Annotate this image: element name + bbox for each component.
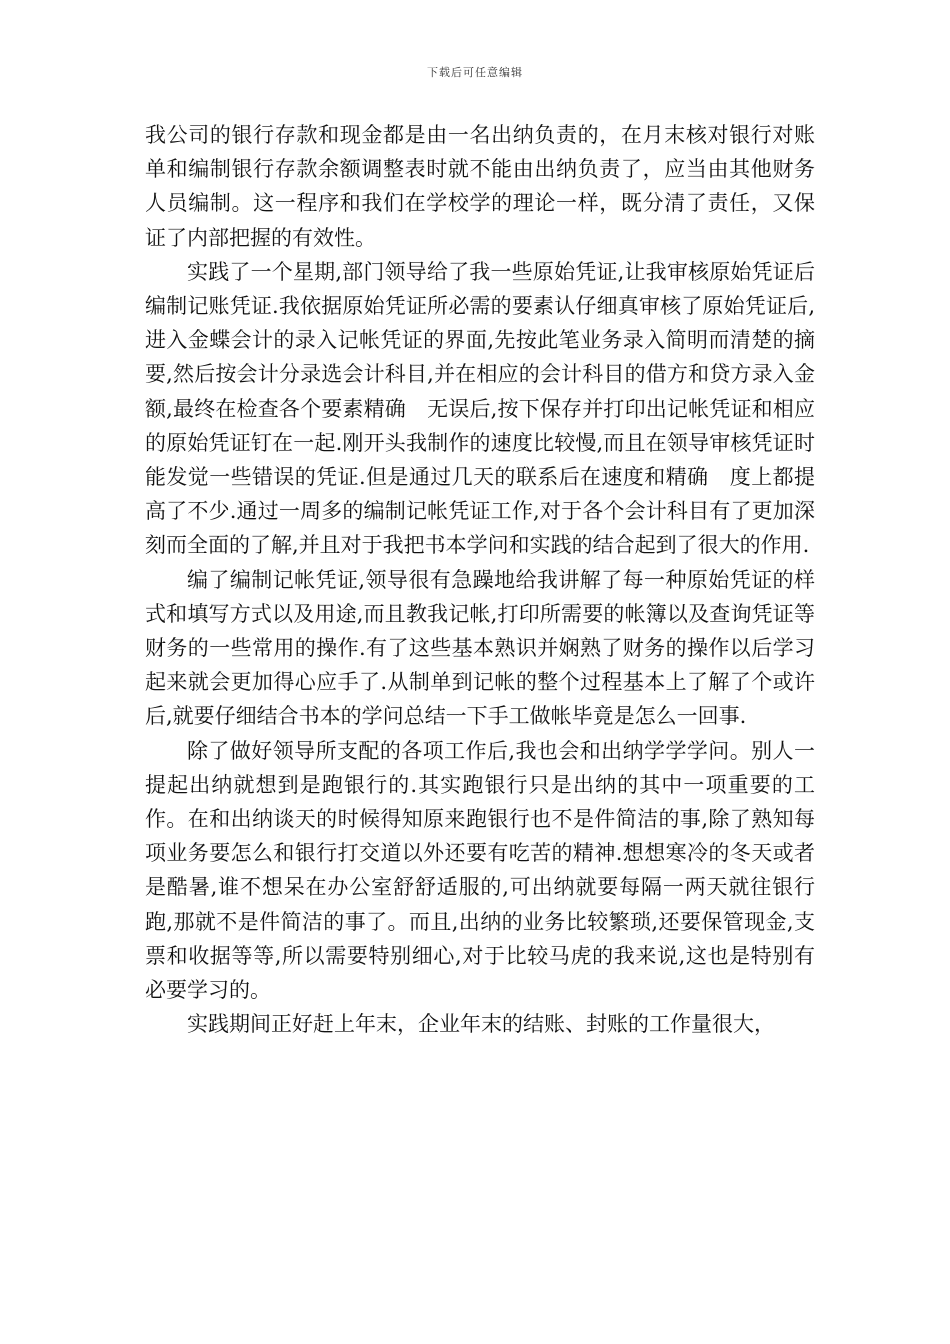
page-header: 下载后可任意编辑 [427,66,523,79]
paragraph: 实践期间正好赶上年末，企业年末的结账、封账的工作量很大， [187,1012,775,1037]
paragraph: 编了编制记帐凭证,领导很有急躁地给我讲解了每一种原始凭证的样式和填写方式以及用途,而且教我记帐,打印所需要的帐簿以及查询凭证等财务的一些常用的操作.有了这些基本熟识并娴熟了财务的操作以后学习起来就会更加得心应手了.从制单到记帐的整个过程基本上了解了个或许后,就要仔细结合书本的学问总结一下手工做帐毕竟是怎么一回事. [145,567,815,729]
paragraph: 除了做好领导所支配的各项工作后,我也会和出纳学学学问。别人一提起出纳就想到是跑银行的.其实跑银行只是出纳的其中一项重要的工作。在和出纳谈天的时候得知原来跑银行也不是件简洁的事,除了熟知每项业务要怎么和银行打交道以外还要有吃苦的精神.想想寒冷的冬天或者是酷暑,谁不想呆在办公室舒舒适服的,可出纳就要每隔一两天就往银行跑,那就不是件简洁的事了。而且,出纳的业务比较繁琐,还要保管现金,支票和收据等等,所以需要特别细心,对于比较马虎的我来说,这也是特别有必要学习的。 [145,738,815,1003]
paragraph: 实践了一个星期,部门领导给了我一些原始凭证,让我审核原始凭证后编制记账凭证.我依据原始凭证所必需的要素认仔细真审核了原始凭证后,进入金蝶会计的录入记帐凭证的界面,先按此笔业务录入简明而清楚的摘要,然后按会计分录选会计科目,并在相应的会计科目的借方和贷方录入金额,最终在检查各个要素精确 无误后,按下保存并打印出记帐凭证和相应的原始凭证钉在一起.刚开头我制作的速度比较慢,而且在领导审核凭证时能发觉一些错误的凭证.但是通过几天的联系后在速度和精确 度上都提高了不少.通过一周多的编制记帐凭证工作,对于各个会计科目有了更加深刻而全面的了解,并且对于我把书本学问和实践的结合起到了很大的作用. [145,259,815,558]
body-text [145,118,815,1041]
paragraph: 我公司的银行存款和现金都是由一名出纳负责的，在月末核对银行对账单和编制银行存款余额调整表时就不能由出纳负责了，应当由其他财务人员编制。这一程序和我们在学校学的理论一样，既分清了责任，又保证了内部把握的有效性。 [145,123,815,250]
